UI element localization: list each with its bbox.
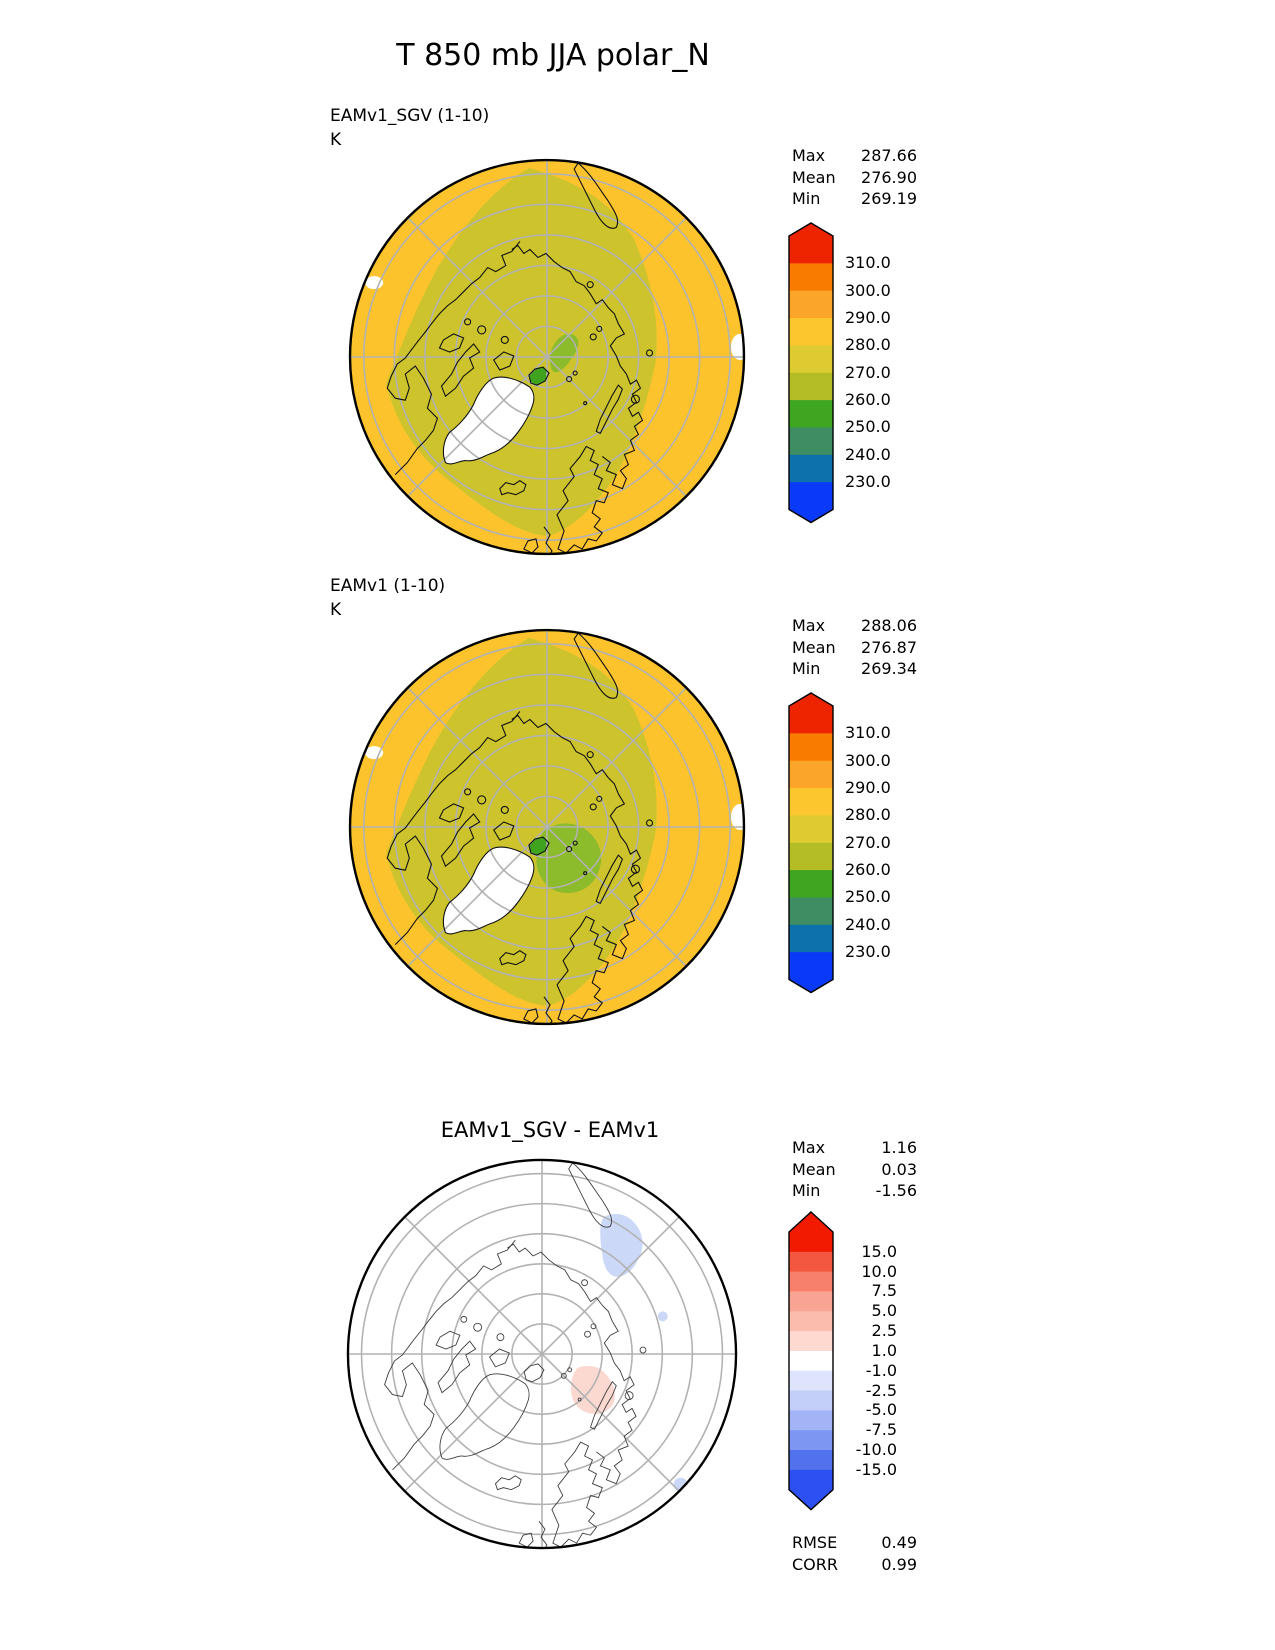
panel-2-stat-row (792, 637, 917, 659)
colorbar-segment (789, 455, 833, 483)
colorbar-tick-label: 2.5 (871, 1321, 897, 1341)
colorbar-tick-label: 230.0 (845, 942, 891, 962)
colorbar-tick-label: 260.0 (845, 860, 891, 880)
stat-value: 1.16 (881, 1138, 917, 1157)
colorbar-segment (789, 223, 833, 236)
colorbar-tick-label: 5.0 (871, 1301, 897, 1321)
colorbar-segment (789, 1272, 833, 1292)
colorbar-tick-label: 230.0 (845, 472, 891, 492)
colorbar-tick-label: 270.0 (845, 362, 891, 382)
colorbar-segment (789, 373, 833, 401)
colorbar-segment (789, 263, 833, 291)
panel-3-stat-row (792, 1180, 917, 1202)
stat-label: Max (792, 1138, 826, 1157)
panel-3-stats (792, 1137, 917, 1202)
figure-title: T 850 mb JJA polar_N (396, 38, 710, 73)
colorbar-segment (789, 1291, 833, 1311)
colorbar-segment (789, 345, 833, 373)
graticule (350, 160, 744, 554)
colorbar-segment (789, 1430, 833, 1450)
graticule (350, 630, 744, 1024)
stat-label: Min (792, 659, 821, 678)
panel-3-metric-row (792, 1532, 917, 1554)
colorbar-tick-label: -2.5 (865, 1380, 897, 1400)
colorbar-tick-label: 290.0 (845, 308, 891, 328)
colorbar-tick-label: 300.0 (845, 280, 891, 300)
stat-value: 269.19 (861, 189, 917, 208)
colorbar-segment (789, 1410, 833, 1430)
colorbar-tick-label: -1.0 (865, 1360, 897, 1380)
colorbar-tick-label: 310.0 (845, 253, 891, 273)
colorbar-segment (789, 1490, 833, 1510)
negative-diff-patch (658, 1311, 668, 1321)
colorbar-segment (789, 733, 833, 761)
colorbar-tick-label: 240.0 (845, 914, 891, 934)
colorbar-segment (789, 1450, 833, 1470)
stat-label: Mean (792, 637, 836, 657)
colorbar-segment (789, 761, 833, 789)
colorbar-tick-label: 240.0 (845, 444, 891, 464)
panel-2-units: K (330, 600, 342, 620)
colorbar-segment (789, 1351, 833, 1371)
colorbar-tick-label: 280.0 (845, 805, 891, 825)
stat-value: 0.03 (881, 1159, 917, 1179)
stat-label: Max (792, 146, 826, 165)
colorbar-tick-label: 250.0 (845, 417, 891, 437)
colorbar-segment (789, 318, 833, 346)
stat-label: Mean (792, 1159, 836, 1179)
colorbar-segment (789, 788, 833, 816)
colorbar-segment (789, 870, 833, 898)
colorbar-segment (789, 952, 833, 980)
colorbar-segment (789, 291, 833, 319)
colorbar-segment (789, 236, 833, 264)
panel-1-stat-row (792, 145, 917, 167)
panel-3-rmse-corr (792, 1532, 917, 1575)
colorbar-tick-label: 15.0 (861, 1241, 897, 1261)
colorbar-segment (789, 706, 833, 734)
panel-1-stat-row (792, 167, 917, 189)
colorbar-segment (789, 815, 833, 843)
panel-3-title: EAMv1_SGV - EAMv1 (440, 1118, 660, 1142)
colorbar-tick-label: -5.0 (865, 1400, 897, 1420)
colorbar-segment (789, 400, 833, 428)
colorbar-tick-label: 310.0 (845, 723, 891, 743)
colorbar-segment (789, 1311, 833, 1331)
colorbar-tick-label: -10.0 (855, 1440, 897, 1460)
panel-3-stat-row (792, 1159, 917, 1181)
colorbar-segment (789, 693, 833, 706)
panel-2-map (346, 626, 748, 1028)
colorbar-segment (789, 897, 833, 925)
colorbar-tick-label: 7.5 (871, 1281, 897, 1301)
stat-label: Mean (792, 167, 836, 187)
stat-value: 288.06 (861, 616, 917, 635)
colorbar-tick-label: -7.5 (865, 1420, 897, 1440)
colorbar-segment (789, 1212, 833, 1232)
stat-label: Min (792, 1181, 821, 1200)
colorbar-tick-label: 1.0 (871, 1340, 897, 1360)
colorbar-tick-label: -15.0 (855, 1459, 897, 1479)
panel-1-stats (792, 145, 917, 210)
colorbar-tick-label: 290.0 (845, 778, 891, 798)
stat-label: CORR (792, 1554, 838, 1574)
colorbar-tick-label: 280.0 (845, 335, 891, 355)
graticule (348, 1160, 736, 1548)
colorbar-segment (789, 1391, 833, 1411)
stat-label: Min (792, 189, 821, 208)
stat-value: 276.87 (861, 637, 917, 657)
stat-label: Max (792, 616, 826, 635)
panel-3-stat-row (792, 1137, 917, 1159)
panel-1-stat-row (792, 188, 917, 210)
panel-3-map (344, 1156, 740, 1552)
colorbar-segment (789, 1232, 833, 1252)
panel-2-stats (792, 615, 917, 680)
stat-value: 0.49 (881, 1533, 917, 1552)
colorbar-tick-label: 250.0 (845, 887, 891, 907)
colorbar-segment (789, 1470, 833, 1490)
panel-1-label: EAMv1_SGV (1-10) (330, 106, 490, 126)
colorbar-segment (789, 925, 833, 953)
stat-value: 0.99 (881, 1554, 917, 1574)
panel-3-metric-row (792, 1554, 917, 1576)
panel-1-map (346, 156, 748, 558)
stat-value: 276.90 (861, 167, 917, 187)
panel-2-label: EAMv1 (1-10) (330, 576, 446, 596)
colorbar-tick-label: 300.0 (845, 750, 891, 770)
panel-1-colorbar (787, 221, 835, 525)
colorbar-tick-label: 270.0 (845, 832, 891, 852)
colorbar-segment (789, 510, 833, 523)
colorbar-segment (789, 980, 833, 993)
colorbar-tick-label: 10.0 (861, 1261, 897, 1281)
panel-2-stat-row (792, 615, 917, 637)
stat-value: -1.56 (875, 1181, 917, 1200)
stat-value: 287.66 (861, 146, 917, 165)
colorbar-segment (789, 1371, 833, 1391)
panel-2-stat-row (792, 658, 917, 680)
colorbar-segment (789, 843, 833, 871)
colorbar-segment (789, 1331, 833, 1351)
panel-2-colorbar (787, 691, 835, 995)
colorbar-segment (789, 482, 833, 510)
colorbar-tick-label: 260.0 (845, 390, 891, 410)
panel-1-units: K (330, 130, 342, 150)
colorbar-segment (789, 427, 833, 455)
colorbar-segment (789, 1252, 833, 1272)
stat-value: 269.34 (861, 659, 917, 678)
panel-3-colorbar (787, 1210, 835, 1512)
stat-label: RMSE (792, 1533, 838, 1552)
